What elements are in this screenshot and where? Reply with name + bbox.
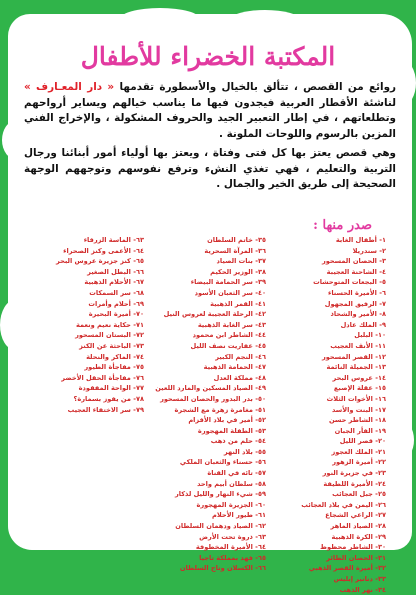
list-item: ٤٥- عفاريت نصف الليل: [190, 341, 266, 350]
list-item: ١- أطفال الغابة: [335, 236, 386, 244]
list-item: ٢٥- جبل العجائب: [332, 490, 386, 499]
list-item: ٤٣- سر الغابة الذهبية: [197, 320, 266, 329]
list-item: ٣٥- خاتم السلطان: [207, 236, 266, 244]
list-item: ٢٤- الأميرة اللطيفة: [323, 479, 386, 488]
list-item: ١٥- عقلة الإصبع: [333, 384, 386, 393]
list-item: ٥٧- تائه في القناة: [207, 469, 266, 478]
list-item: ٣١- الحصان الطائر: [326, 553, 386, 562]
list-item: ٢٧- الراعي الشجاع: [325, 511, 386, 520]
list-item: ١٦- الأخوات الثلاث: [326, 394, 386, 403]
list-item: ٨- الأمير والشحاذ: [330, 310, 386, 319]
list-item: ٦٦- الكسلان وتاج السلطان: [179, 564, 266, 573]
list-item: ٥٨- سلطان أبيم واحد: [197, 479, 266, 488]
sheet-scallop: [388, 420, 414, 460]
list-item: ٧٧- الواحة المفقودة: [78, 384, 144, 393]
intro-p1-end: لناشئة الأقطار العربية فيجدون فيها ما يناسب خيالهم ويساير أرواحهم وتطلعاتهم ، في إطار التعبير الجيد والحروف المشكولة ، والإخراج الفني المزين بالرسوم واللوحات الملونة .: [24, 96, 396, 140]
sheet-scallop: [0, 300, 30, 350]
list-item: ٧٢- البستان المسحور: [75, 331, 144, 340]
list-item: ٦١- طيور الأحلام: [212, 511, 266, 520]
list-item: ٢١- الملك العجوز: [331, 447, 386, 456]
list-item: ٤٧- الحمامة الذهبية: [203, 363, 266, 372]
list-item: ٤٨- مملكة العدل: [213, 373, 266, 382]
titles-column-1: [264, 235, 386, 595]
list-item: ٢- سندريلا: [352, 246, 386, 255]
list-item: ٤٦- النجم الكبير: [215, 352, 266, 361]
page-title: المكتبة الخضراء للأطفال: [80, 42, 336, 71]
list-item: ١٢- القصر المسحور: [321, 352, 386, 361]
sheet-scallop: [120, 8, 200, 30]
list-item: ٧٦- مفاجأة الحقل الأخضر: [61, 373, 144, 382]
list-item: ٥- البجعات المتوحشات: [313, 278, 386, 287]
list-item: ٦٥- فهد بمملكة تاجيا: [199, 553, 266, 562]
list-item: ٦٦- البطل الصغير: [87, 267, 144, 276]
titles-column-2: [150, 235, 266, 574]
list-item: ٧٣- الباحثة عن الكنز: [79, 341, 144, 350]
list-item: ١٩- الفأر الجبان: [334, 426, 386, 435]
list-item: ٣٤- نهر الذهب: [339, 585, 386, 594]
list-item: ٣٣- دنانير إبليس: [333, 575, 386, 583]
list-item: ٧٤- الماكر والنحلة: [86, 352, 144, 361]
list-item: ٥٥- بلاد النهر: [223, 447, 266, 456]
list-item: ٦٩- أحلام وأمرات: [88, 299, 144, 308]
list-item: ٧- الرفيق المجهول: [324, 299, 386, 308]
list-item: ٤٢- الرحلة العجيبة لعروس النيل: [163, 310, 266, 319]
list-item: ٣- الحصان المسحور: [322, 257, 386, 266]
list-item: ٤١- القمر الذهبية: [210, 299, 266, 308]
intro-text: [24, 80, 396, 197]
list-item: ٥٠- بدر البدور والحصان المسحور: [160, 394, 266, 403]
list-item: ٢٦- اليمن في بلاد العجائب: [301, 500, 386, 509]
list-item: ٦٠- الجزيرة المهجورة: [196, 500, 266, 509]
list-item: ٢٨- الصياد الماهر: [330, 522, 386, 531]
list-item: ٦٣- الماسة الزرقاء: [83, 236, 144, 244]
list-item: ٣٨- الوزير الحكيم: [210, 267, 266, 276]
publisher-name: « دار المعـارف »: [24, 81, 115, 93]
list-item: ٢٢- أميرة الزهور: [332, 458, 386, 467]
list-item: ١٨- الشاطر حسن: [328, 416, 386, 425]
list-item: ٤٩- الصياد المسكين والمارد اللعين: [155, 384, 266, 393]
intro-paragraph-1: [24, 80, 396, 142]
list-item: ٢٣- في جزيرة النور: [322, 469, 386, 478]
list-item: ٦٤- الأميرة المخطوفة: [195, 543, 266, 552]
list-item: ٣٩- سر الحمامة البيضاء: [190, 278, 266, 287]
list-item: ٦٧- الأحلام الذهبية: [84, 278, 144, 287]
list-item: ٧٨- من يفوز بسمارة؟: [73, 394, 144, 403]
list-item: ١٠- البلبل: [354, 331, 386, 340]
list-item: ٥٢- أمير في بلاد الأقزام: [188, 416, 266, 425]
list-item: ٣٧- بنات الصياد: [216, 257, 266, 266]
list-title: صدر منها :: [313, 218, 372, 233]
list-item: ٦٢- الصياد ودهمان السلطان: [175, 522, 266, 531]
list-item: ١٤- عروس البحر: [332, 373, 386, 382]
list-item: ٥١- مغامرة زهرة مع الشجرة: [174, 405, 266, 414]
list-item: ٣٢- أميرة القصر الذهبي: [308, 564, 386, 573]
list-item: ٧٥- مفاجأة الطيور: [84, 363, 144, 372]
list-item: ٧٩- سر الاختفاء العجيب: [67, 405, 144, 414]
intro-paragraph-2: وهي قصص يعتز بها كل فتى وفتاة ، ويعتز بها أولياء أمور أبنائنا ورجال التربية والتعليم ، فهي تغذي النشء وترفع نفوسهم وتوجههم الوجهة الصحيحة إلى طريق الخير والجمال .: [24, 147, 396, 190]
list-item: ٤- الشاحنة العجيبة: [326, 267, 386, 276]
sheet-scallop: [230, 10, 300, 30]
list-item: ٢٩- الكرة الذهبية: [331, 532, 386, 541]
list-item: ٧٠- أميرة البحيرة: [88, 310, 144, 319]
list-item: ٦٥- كنز جزيرة عروس البحر: [55, 257, 144, 266]
list-item: ٥٣- الطفلة المهجورة: [197, 426, 266, 435]
titles-column-3: [28, 235, 144, 415]
list-item: ٦٤- الأعمى وكنز الصحراء: [63, 246, 144, 255]
list-item: ٥٦- حسناء والثعبان الملكي: [179, 458, 266, 467]
list-item: ١٣- الجميلة النائمة: [326, 363, 386, 372]
list-item: ٧١- حكاية نعيم ونعمة: [76, 320, 144, 329]
list-item: ٤٠- سر الثعبان الأسود: [194, 288, 266, 297]
intro-p1-start: روائع من القصص ، تتألق بالخيال والأسطورة تقدمها: [114, 81, 397, 93]
list-item: ٥٤- حلم من ذهب: [210, 437, 266, 446]
list-item: ٦- الأميرة الحسناء: [327, 288, 386, 297]
list-item: ٥٩- شيء النهار والليل لذكار: [174, 490, 266, 499]
list-item: ٩- الملك عادل: [340, 320, 386, 329]
list-item: ٦٨- سر السمكات: [89, 288, 144, 297]
list-item: ٤٤- الشاطر ابن محمود: [192, 331, 266, 340]
list-item: ٣٠- الشاطر محظوظ: [320, 543, 386, 552]
list-item: ٣٦- المرآة السحرية: [204, 246, 266, 255]
list-item: ١٧- البنت والأسد: [331, 405, 386, 414]
list-item: ١١- الأنف العجيب: [330, 341, 386, 350]
list-item: ٢٠- قصر الليل: [339, 437, 386, 446]
list-item: ٦٣- ذروة تحت الأرض: [199, 532, 266, 541]
